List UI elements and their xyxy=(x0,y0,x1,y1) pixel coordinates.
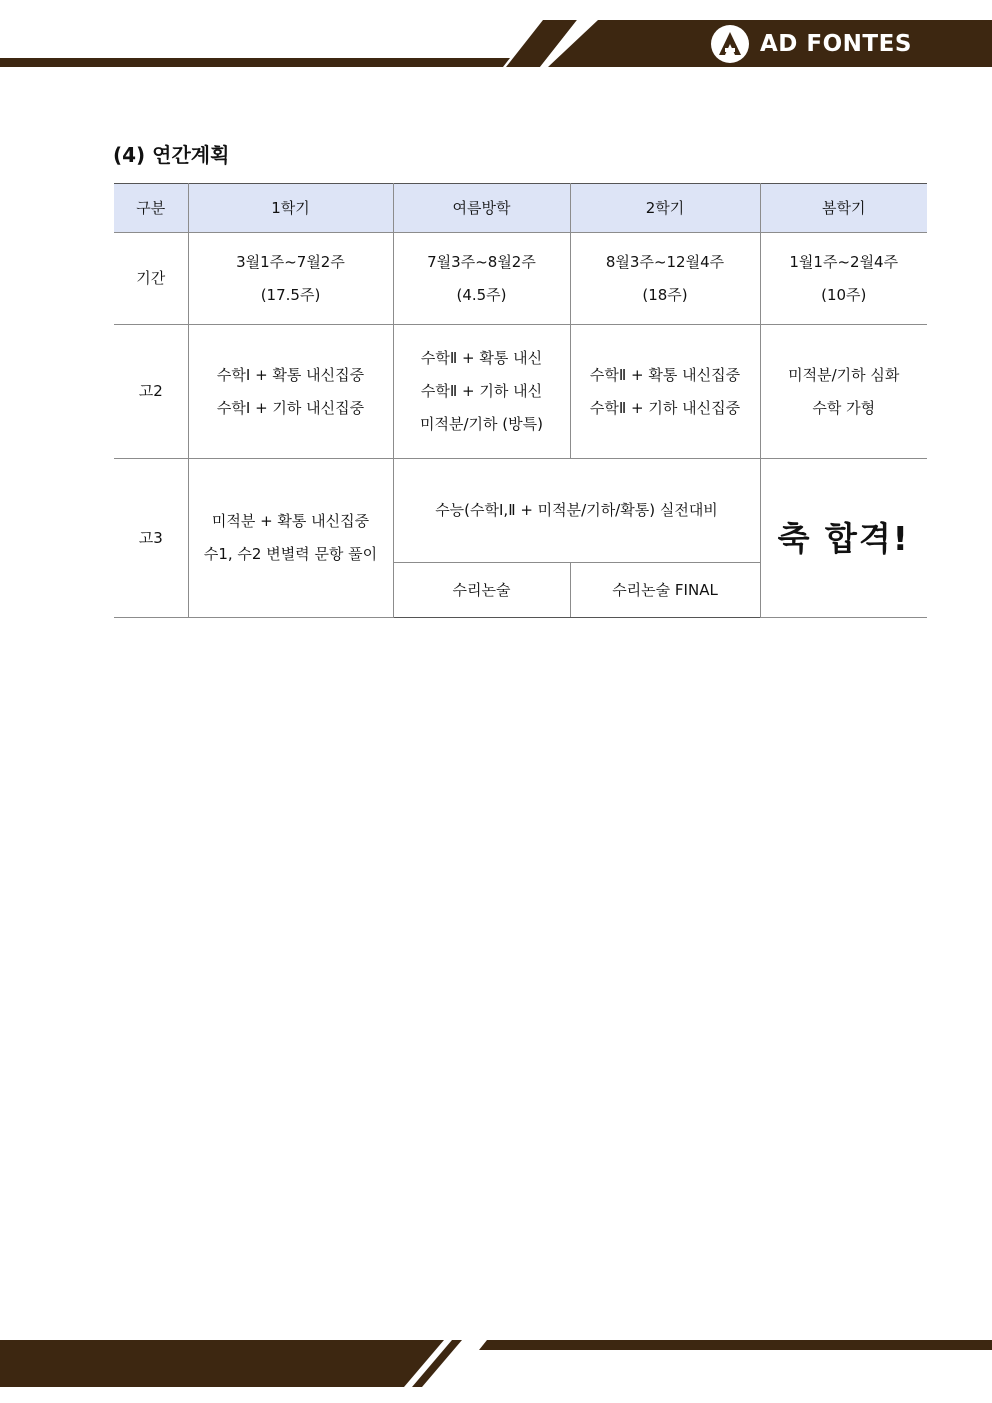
period-cell-summer: 7월3주~8월2주 (4.5주) xyxy=(393,233,570,325)
grade3-suneung-cell: 수능(수학Ⅰ,Ⅱ + 미적분/기하/확통) 실전대비 xyxy=(393,459,760,563)
grade3-essay-summer: 수리논술 xyxy=(393,563,570,618)
table-header-row xyxy=(114,184,927,233)
period-label: 기간 xyxy=(114,233,188,325)
header-spring-break: 봄학기 xyxy=(760,184,927,233)
grade2-cell-summer: 수학Ⅱ + 확통 내신 수학Ⅱ + 기하 내신 미적분/기하 (방특) xyxy=(393,325,570,459)
header-semester1: 1학기 xyxy=(188,184,393,233)
grade3-cell-semester1: 미적분 + 확통 내신집중 수1, 수2 변별력 문항 풀이 xyxy=(188,459,393,618)
grade3-spring-pass: 축 합격! xyxy=(760,459,927,618)
grade2-cell-spring: 미적분/기하 심화 수학 가형 xyxy=(760,325,927,459)
grade2-label: 고2 xyxy=(114,325,188,459)
period-cell-semester2: 8월3주~12월4주 (18주) xyxy=(570,233,760,325)
period-row xyxy=(114,233,927,325)
period-cell-semester1: 3월1주~7월2주 (17.5주) xyxy=(188,233,393,325)
section-title: (4) 연간계획 xyxy=(113,143,230,167)
annual-plan-table xyxy=(114,183,927,618)
grade2-row xyxy=(114,325,927,459)
header-summer-break: 여름방학 xyxy=(393,184,570,233)
grade3-label: 고3 xyxy=(114,459,188,618)
grade2-cell-semester2: 수학Ⅱ + 확통 내신집중 수학Ⅱ + 기하 내신집중 xyxy=(570,325,760,459)
period-cell-spring: 1월1주~2월4주 (10주) xyxy=(760,233,927,325)
grade3-row xyxy=(114,459,927,563)
brand-mark-icon xyxy=(710,24,750,64)
brand-logo xyxy=(710,24,912,64)
grade2-cell-semester1: 수학Ⅰ + 확통 내신집중 수학Ⅰ + 기하 내신집중 xyxy=(188,325,393,459)
brand-name: AD FONTES xyxy=(760,31,912,57)
footer-band xyxy=(0,1330,992,1403)
header-semester2: 2학기 xyxy=(570,184,760,233)
header-category: 구분 xyxy=(114,184,188,233)
grade3-essay-fall: 수리논술 FINAL xyxy=(570,563,760,618)
